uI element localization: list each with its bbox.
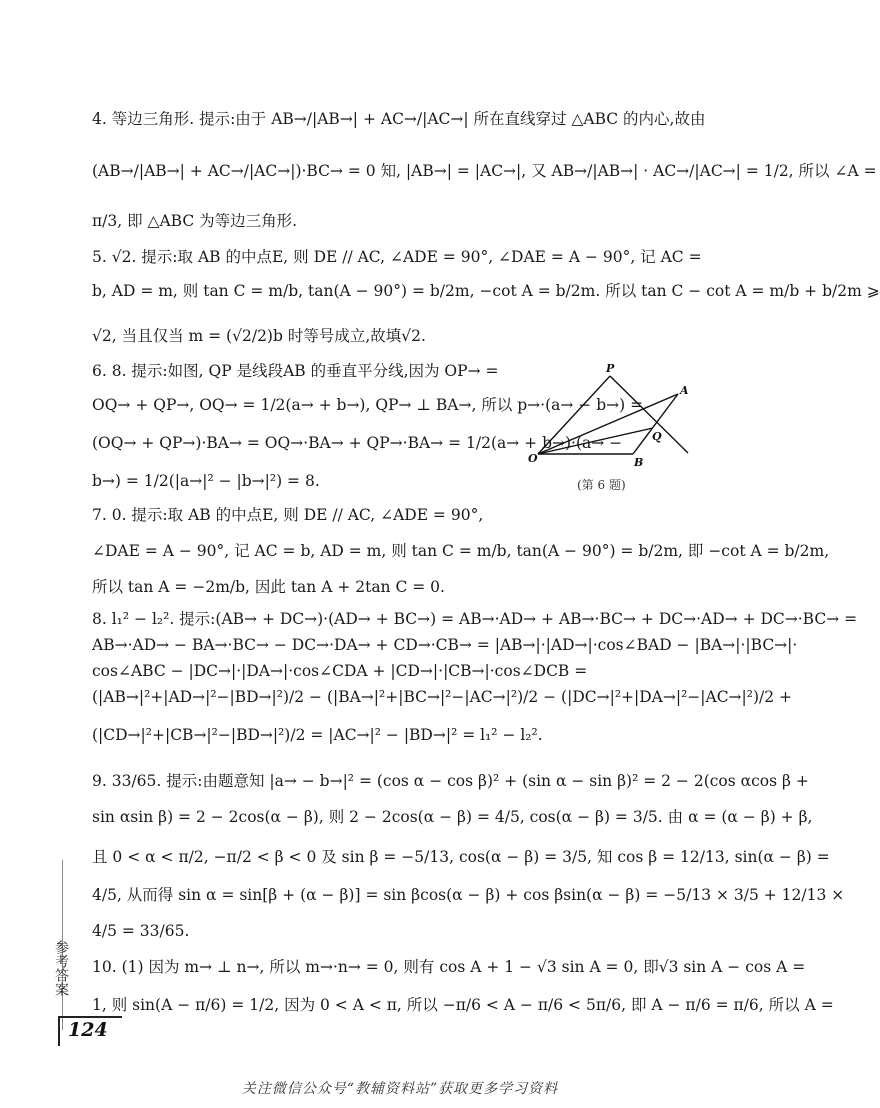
- text-line: 5. √2. 提示:取 AB 的中点E, 则 DE // AC, ∠ADE = 90°, ∠DAE = A − 90°, 记 AC =: [92, 248, 702, 266]
- text-line: √2, 当且仅当 m = (√2/2)b 时等号成立,故填√2.: [92, 327, 426, 345]
- point-label-a: A: [680, 384, 689, 397]
- point-label-b: B: [634, 456, 644, 469]
- text-line: b→) = 1/2(|a→|² − |b→|²) = 8.: [92, 472, 320, 490]
- text-line: b, AD = m, 则 tan C = m/b, tan(A − 90°) = b/2m, −cot A = b/2m. 所以 tan C − cot A = m/b + b/2m ⩾: [92, 282, 880, 300]
- text-line: 1, 则 sin(A − π/6) = 1/2, 因为 0 < A < π, 所以 −π/6 < A − π/6 < 5π/6, 即 A − π/6 = π/6, 所以 A =: [92, 996, 834, 1014]
- text-line: 4/5 = 33/65.: [92, 922, 190, 940]
- page-number: 124: [68, 1019, 108, 1041]
- text-line: 4/5, 从而得 sin α = sin[β + (α − β)] = sin βcos(α − β) + cos βsin(α − β) = −5/13 × 3/5 + 12/13 ×: [92, 886, 845, 904]
- text-line: 8. l₁² − l₂². 提示:(AB→ + DC→)·(AD→ + BC→) = AB→·AD→ + AB→·BC→ + DC→·AD→ + DC→·BC→ =: [92, 610, 858, 628]
- text-line: (AB→/|AB→| + AC→/|AC→|)·BC→ = 0 知, |AB→| = |AC→|, 又 AB→/|AB→| · AC→/|AC→| = 1/2, 所以 ∠A =: [92, 162, 877, 180]
- text-line: sin αsin β) = 2 − 2cos(α − β), 则 2 − 2cos(α − β) = 4/5, cos(α − β) = 3/5. 由 α = (α − β) + β,: [92, 808, 813, 826]
- text-line: π/3, 即 △ABC 为等边三角形.: [92, 212, 298, 230]
- text-line: 所以 tan A = −2m/b, 因此 tan A + 2tan C = 0.: [92, 578, 445, 596]
- triangle-figure: [528, 358, 708, 488]
- footer-notice: 关注微信公众号“教辅资料站”获取更多学习资料: [241, 1081, 559, 1097]
- text-line: 7. 0. 提示:取 AB 的中点E, 则 DE // AC, ∠ADE = 90°,: [92, 506, 484, 524]
- text-line: AB→·AD→ − BA→·BC→ − DC→·DA→ + CD→·CB→ = |AB→|·|AD→|·cos∠BAD − |BA→|·|BC→|·: [92, 636, 798, 654]
- text-line: (OQ→ + QP→)·BA→ = OQ→·BA→ + QP→·BA→ = 1/2(a→ + b→)·(a→ −: [92, 434, 623, 452]
- text-line: 4. 等边三角形. 提示:由于 AB→/|AB→| + AC→/|AC→| 所在直线穿过 △ABC 的内心,故由: [92, 110, 706, 128]
- text-line: 6. 8. 提示:如图, QP 是线段AB 的垂直平分线,因为 OP→ =: [92, 362, 499, 380]
- side-label: 参考答案: [53, 940, 69, 996]
- text-line: OQ→ + QP→, OQ→ = 1/2(a→ + b→), QP→ ⊥ BA→, 所以 p→·(a→ − b→) =: [92, 396, 644, 414]
- text-line: 10. (1) 因为 m→ ⊥ n→, 所以 m→·n→ = 0, 则有 cos A + 1 − √3 sin A = 0, 即√3 sin A − cos A =: [92, 958, 806, 976]
- text-line: (|AB→|²+|AD→|²−|BD→|²)/2 − (|BA→|²+|BC→|²−|AC→|²)/2 − (|DC→|²+|DA→|²−|AC→|²)/2 +: [92, 688, 793, 706]
- text-line: (|CD→|²+|CB→|²−|BD→|²)/2 = |AC→|² − |BD→|² = l₁² − l₂².: [92, 726, 543, 744]
- point-label-q: Q: [652, 430, 662, 443]
- point-label-o: O: [528, 452, 538, 465]
- text-line: 且 0 < α < π/2, −π/2 < β < 0 及 sin β = −5/13, cos(α − β) = 3/5, 知 cos β = 12/13, sin(α − β) =: [92, 848, 830, 866]
- text-line: ∠DAE = A − 90°, 记 AC = b, AD = m, 则 tan C = m/b, tan(A − 90°) = b/2m, 即 −cot A = b/2m,: [92, 542, 830, 560]
- text-line: cos∠ABC − |DC→|·|DA→|·cos∠CDA + |CD→|·|CB→|·cos∠DCB =: [92, 662, 588, 680]
- text-line: 9. 33/65. 提示:由题意知 |a→ − b→|² = (cos α − cos β)² + (sin α − sin β)² = 2 − 2(cos αcos β +: [92, 772, 809, 790]
- figure-caption: (第 6 题): [577, 478, 626, 492]
- point-label-p: P: [606, 362, 615, 375]
